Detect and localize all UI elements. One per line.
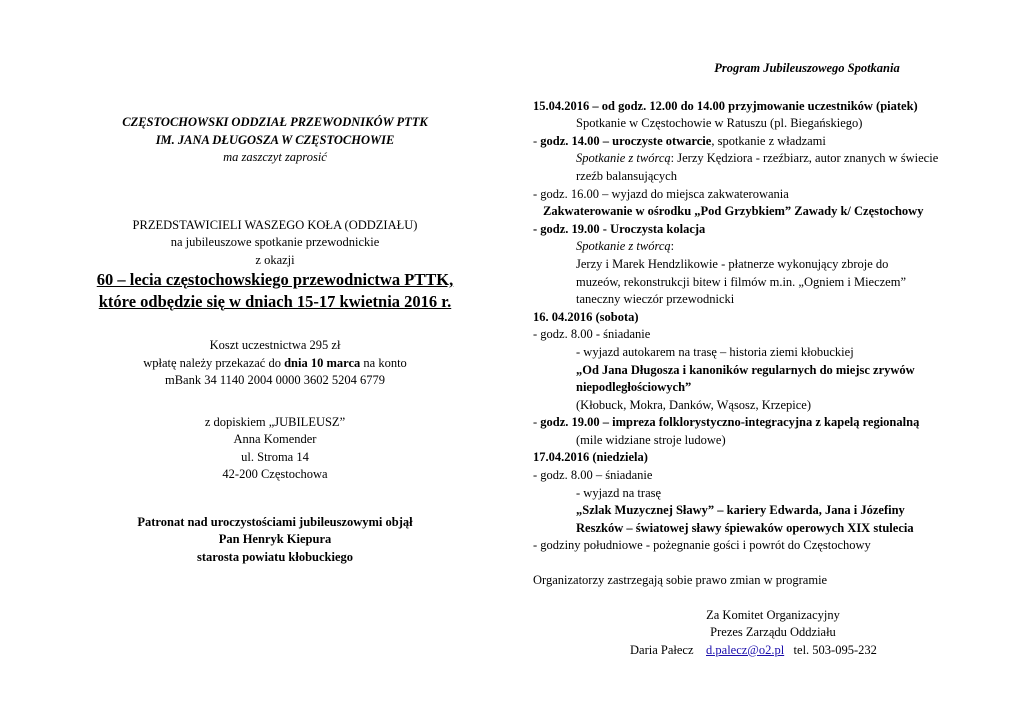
patron-line2: Pan Henryk Kiepura [218,532,332,546]
day2-route-line2: niepodległościowych” [576,380,692,395]
payment-text: wpłatę należy przekazać do dnia 10 marca na konto [143,355,407,370]
program-column [533,60,993,659]
patron-line3: starosta powiatu kłobuckiego [196,549,354,564]
day3-farewell: - godziny południowe - pożegnanie gości i powrót do Częstochowy [533,538,871,553]
day2-event-note: (mile widziane stroje ludowe) [576,432,726,447]
patron-line1: Patronat nad uroczystościami jubileuszowymi objął [137,514,413,529]
phone-number: tel. 503-095-232 [793,642,877,657]
day1-artist-meeting-2: Spotkanie z twórcą: [576,239,675,254]
day2-breakfast: - godz. 8.00 - śniadanie [533,327,651,342]
day2-heading: 16. 04.2016 (sobota) [533,309,639,324]
address-name: Anna Komender [233,432,317,446]
day3-route-line1: „Szlak Muzycznej Sławy” – kariery Edwarda, Jana i Józefiny [576,503,905,518]
day1-artists-line2: muzeów, rekonstrukcji bitew i filmów m.in. „Ogniem i Mieczem” [576,274,907,289]
day2-event: - godz. 19.00 – impreza folklorystyczno-integracyjna z kapelą regionalną [533,415,920,430]
day1-artists-line1: Jerzy i Marek Hendzlikowie - płatnerze wykonujący zbroje do [576,256,889,271]
invite-text: ma zaszczyt zaprosić [223,150,327,164]
day1-departure: - godz. 16.00 – wyjazd do miejsca zakwaterowania [533,186,789,201]
signature-contact [533,642,993,660]
organizer-name-line1: CZĘSTOCHOWSKI ODDZIAŁ PRZEWODNIKÓW PTTK [122,115,428,129]
occasion-line2: z okazji [255,252,295,267]
day2-trip: - wyjazd autokarem na trasę – historia ziemi kłobuckiej [576,344,854,359]
headline-line2: które odbędzie się w dniach 15-17 kwietnia 2016 r. [98,292,452,311]
day3-route-line2: Reszków – światowej sławy śpiewaków operowych XIX stulecia [576,520,914,535]
day3-trip: - wyjazd na trasę [576,485,662,500]
email-link[interactable]: d.palecz@o2.pl [706,642,785,657]
signature-title: Prezes Zarządu Oddziału [710,625,836,640]
occasion-line1: na jubileuszowe spotkanie przewodnickie [170,235,380,249]
cost-text: Koszt uczestnictwa 295 zł [209,338,341,352]
headline-line1: 60 – lecia częstochowskiego przewodnictwa PTTK, [96,270,454,289]
bank-account: mBank 34 1140 2004 0000 3602 5204 6779 [164,373,386,387]
payment-note: z dopiskiem „JUBILEUSZ” [204,414,346,429]
day1-artist-meeting: Spotkanie z twórcą: Jerzy Kędziora - rzeźbiarz, autor znanych w świecie [576,151,939,166]
signature-committee: Za Komitet Organizacyjny [706,607,840,622]
recipients-text: PRZEDSTAWICIELI WASZEGO KOŁA (ODDZIAŁU) [132,217,418,232]
day1-heading: 15.04.2016 – od godz. 12.00 do 14.00 przyjmowanie uczestników (piatek) [533,98,918,113]
payment-deadline: dnia 10 marca [284,355,361,370]
day1-lodging: Zakwaterowanie w ośrodku „Pod Grzybkiem” Zawady k/ Częstochowy [543,204,924,219]
day2-route-line1: „Od Jana Długosza i kanoników regularnych do miejsc zrywów [576,362,915,377]
day1-dinner: - godz. 19.00 - Uroczysta kolacja [533,221,706,236]
address-city: 42-200 Częstochowa [222,467,328,481]
day1-dance-evening: taneczny wieczór przewodnicki [576,292,735,307]
organizer-name-line2: IM. JANA DŁUGOSZA W CZĘSTOCHOWIE [155,132,395,147]
program-disclaimer: Organizatorzy zastrzegają sobie prawo zmian w programie [533,573,828,588]
signature-name: Daria Pałecz [630,642,694,657]
day1-opening: - godz. 14.00 – uroczyste otwarcie, spotkanie z władzami [533,133,826,148]
invitation-column [60,114,490,566]
address-street: ul. Stroma 14 [241,449,309,464]
day3-breakfast: - godz. 8.00 – śniadanie [533,468,653,483]
day3-heading: 17.04.2016 (niedziela) [533,450,648,465]
program-title: Program Jubileuszowego Spotkania [714,61,900,75]
day1-artist-meeting-cont: rzeźb balansujących [576,168,677,183]
day1-place: Spotkanie w Częstochowie w Ratuszu (pl. Biegańskiego) [576,116,863,131]
day2-places: (Kłobuck, Mokra, Danków, Wąsosz, Krzepice) [576,397,811,412]
